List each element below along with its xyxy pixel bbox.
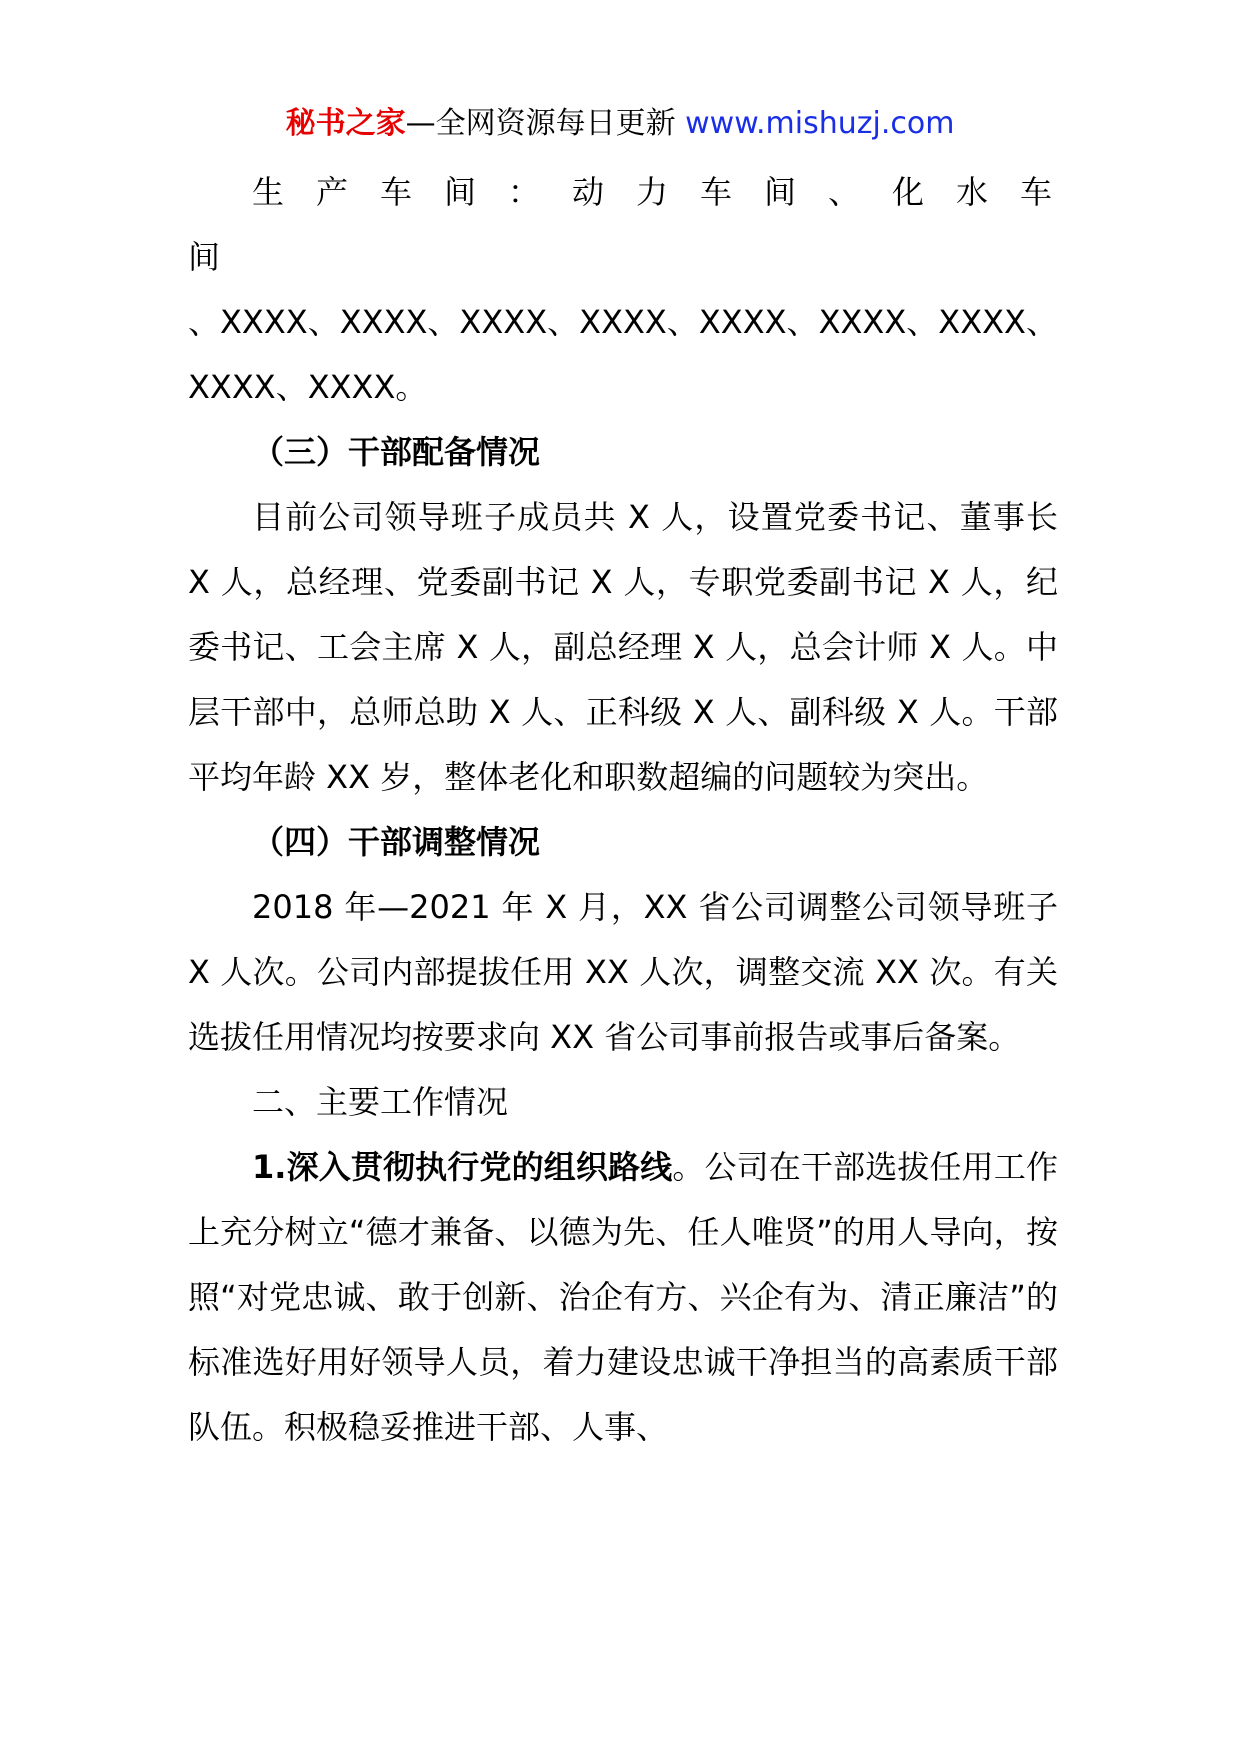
site-header [0, 100, 1240, 148]
brand-name: 秘书之家 [285, 106, 406, 141]
section-heading-cadre-adjustment: （四）干部调整情况 [252, 823, 541, 861]
section-heading-main-work: 二、主要工作情况 [252, 1083, 509, 1121]
paragraph-main-work-text: 。公司在干部选拔任用工作上充分树立“德才兼备、以德为先、任人唯贤”的用人导向，按照“对党忠诚、敢于创新、治企有方、兴企有为、清正廉洁”的标准选好用好领导人员，着力建设忠诚干净担当的高素质干部队伍。积极稳妥推进干部、人事、 [188, 1148, 1058, 1446]
header-slogan: —全网资源每日更新 [405, 106, 676, 141]
paragraph-workshops-line1: 生产车间：动力车间、化水车 [252, 173, 1058, 211]
paragraph-workshops-line2: 间 [188, 238, 221, 276]
paragraph-workshops-list: 、XXXX、XXXX、XXXX、XXXX、XXXX、XXXX、XXXX、XXXX、XXXX。 [188, 303, 1058, 406]
paragraph-cadre-staffing: 目前公司领导班子成员共 X 人，设置党委书记、董事长 X 人，总经理、党委副书记 X 人，专职党委副书记 X 人，纪委书记、工会主席 X 人，副总经理 X 人，总会计师 X 人。中层干部中，总师总助 X 人、正科级 X 人、副科级 X 人。干部平均年龄 XX 岁，整体老化和职数超编的问题较为突出。 [188, 498, 1058, 796]
paragraph-main-work [188, 1135, 1058, 1460]
paragraph-main-work-lead: 1.深入贯彻执行党的组织路线 [252, 1148, 673, 1186]
site-url-link[interactable]: www.mishuzj.com [685, 106, 955, 141]
paragraph-cadre-adjustment: 2018 年—2021 年 X 月，XX 省公司调整公司领导班子 X 人次。公司内部提拔任用 XX 人次，调整交流 XX 次。有关选拔任用情况均按要求向 XX 省公司事前报告或事后备案。 [188, 888, 1058, 1056]
section-heading-cadre-staffing: （三）干部配备情况 [252, 433, 541, 471]
document-body [188, 160, 1058, 1460]
